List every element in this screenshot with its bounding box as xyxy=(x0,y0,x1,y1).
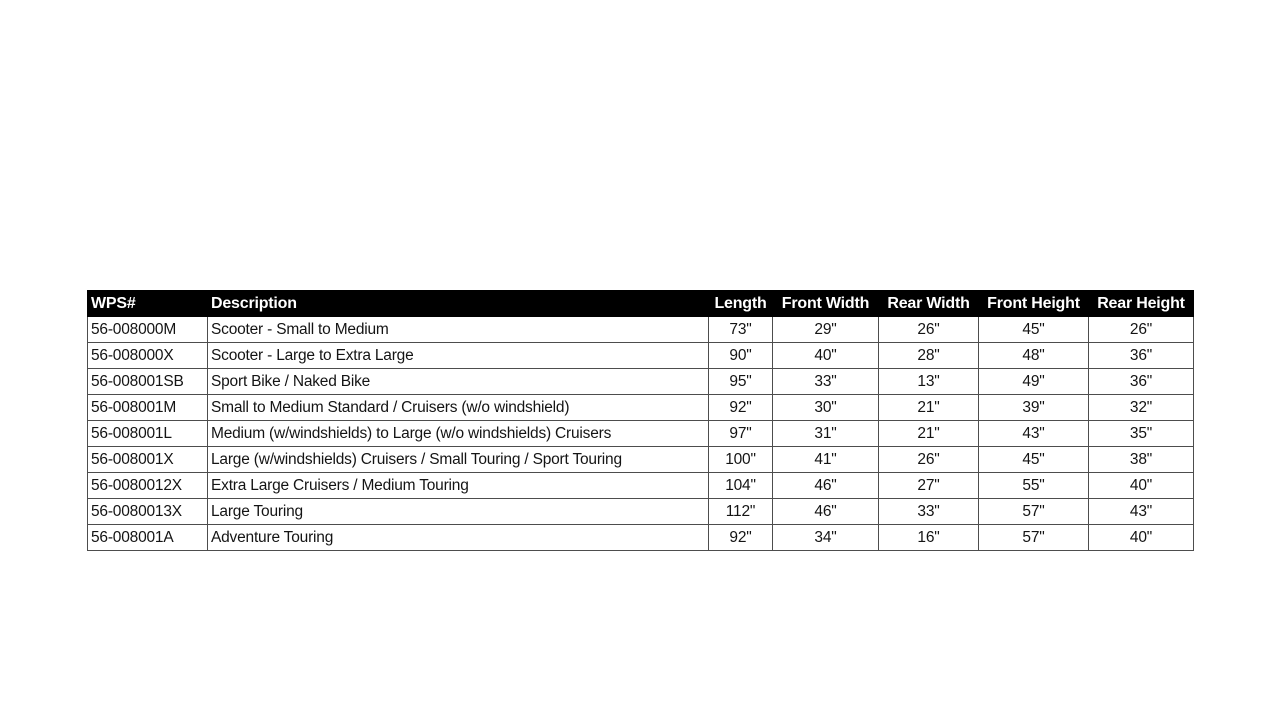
cell-rear-height: 26" xyxy=(1089,317,1194,343)
cell-wps: 56-008000X xyxy=(88,343,208,369)
table-row xyxy=(88,447,1194,473)
cell-front-width: 30" xyxy=(773,395,879,421)
cell-front-height: 43" xyxy=(979,421,1089,447)
cell-description: Sport Bike / Naked Bike xyxy=(208,369,709,395)
cell-length: 90" xyxy=(709,343,773,369)
cell-description: Scooter - Small to Medium xyxy=(208,317,709,343)
cell-wps: 56-008001M xyxy=(88,395,208,421)
table-row xyxy=(88,395,1194,421)
cell-rear-height: 40" xyxy=(1089,525,1194,551)
table-row xyxy=(88,499,1194,525)
cell-front-height: 48" xyxy=(979,343,1089,369)
cell-description: Extra Large Cruisers / Medium Touring xyxy=(208,473,709,499)
cell-description: Large Touring xyxy=(208,499,709,525)
cell-front-height: 39" xyxy=(979,395,1089,421)
cell-rear-width: 16" xyxy=(879,525,979,551)
cell-rear-width: 26" xyxy=(879,447,979,473)
table-row xyxy=(88,473,1194,499)
cell-wps: 56-0080012X xyxy=(88,473,208,499)
cell-wps: 56-008001A xyxy=(88,525,208,551)
table-row xyxy=(88,421,1194,447)
cell-description: Medium (w/windshields) to Large (w/o windshields) Cruisers xyxy=(208,421,709,447)
cell-description: Small to Medium Standard / Cruisers (w/o windshield) xyxy=(208,395,709,421)
cell-front-height: 57" xyxy=(979,499,1089,525)
cell-wps: 56-008001X xyxy=(88,447,208,473)
cell-rear-width: 27" xyxy=(879,473,979,499)
col-header-length: Length xyxy=(709,291,773,317)
cell-length: 100" xyxy=(709,447,773,473)
cell-rear-height: 35" xyxy=(1089,421,1194,447)
col-header-wps: WPS# xyxy=(88,291,208,317)
table-row xyxy=(88,317,1194,343)
cell-rear-width: 26" xyxy=(879,317,979,343)
cell-rear-height: 43" xyxy=(1089,499,1194,525)
motorcycle-cover-size-chart xyxy=(87,290,1194,551)
cell-rear-height: 40" xyxy=(1089,473,1194,499)
table-header-row xyxy=(88,291,1194,317)
table-row xyxy=(88,343,1194,369)
cell-wps: 56-008001SB xyxy=(88,369,208,395)
cell-rear-width: 21" xyxy=(879,421,979,447)
cell-front-height: 57" xyxy=(979,525,1089,551)
cell-front-width: 33" xyxy=(773,369,879,395)
cell-front-width: 31" xyxy=(773,421,879,447)
size-chart-container xyxy=(87,290,1194,551)
cell-front-height: 55" xyxy=(979,473,1089,499)
col-header-rear-height: Rear Height xyxy=(1089,291,1194,317)
cell-rear-width: 13" xyxy=(879,369,979,395)
cell-length: 92" xyxy=(709,525,773,551)
cell-rear-width: 33" xyxy=(879,499,979,525)
col-header-front-height: Front Height xyxy=(979,291,1089,317)
cell-front-width: 46" xyxy=(773,473,879,499)
cell-rear-width: 28" xyxy=(879,343,979,369)
cell-length: 95" xyxy=(709,369,773,395)
cell-length: 92" xyxy=(709,395,773,421)
cell-front-width: 46" xyxy=(773,499,879,525)
cell-length: 112" xyxy=(709,499,773,525)
cell-front-width: 40" xyxy=(773,343,879,369)
cell-description: Adventure Touring xyxy=(208,525,709,551)
col-header-rear-width: Rear Width xyxy=(879,291,979,317)
cell-description: Large (w/windshields) Cruisers / Small Touring / Sport Touring xyxy=(208,447,709,473)
col-header-front-width: Front Width xyxy=(773,291,879,317)
cell-wps: 56-008000M xyxy=(88,317,208,343)
cell-length: 104" xyxy=(709,473,773,499)
cell-length: 73" xyxy=(709,317,773,343)
cell-length: 97" xyxy=(709,421,773,447)
cell-front-width: 41" xyxy=(773,447,879,473)
cell-wps: 56-0080013X xyxy=(88,499,208,525)
cell-front-width: 34" xyxy=(773,525,879,551)
table-row xyxy=(88,525,1194,551)
cell-front-width: 29" xyxy=(773,317,879,343)
cell-front-height: 45" xyxy=(979,317,1089,343)
cell-rear-height: 36" xyxy=(1089,343,1194,369)
table-row xyxy=(88,369,1194,395)
cell-rear-height: 38" xyxy=(1089,447,1194,473)
cell-rear-height: 36" xyxy=(1089,369,1194,395)
cell-rear-width: 21" xyxy=(879,395,979,421)
cell-rear-height: 32" xyxy=(1089,395,1194,421)
cell-description: Scooter - Large to Extra Large xyxy=(208,343,709,369)
cell-wps: 56-008001L xyxy=(88,421,208,447)
cell-front-height: 45" xyxy=(979,447,1089,473)
cell-front-height: 49" xyxy=(979,369,1089,395)
col-header-description: Description xyxy=(208,291,709,317)
